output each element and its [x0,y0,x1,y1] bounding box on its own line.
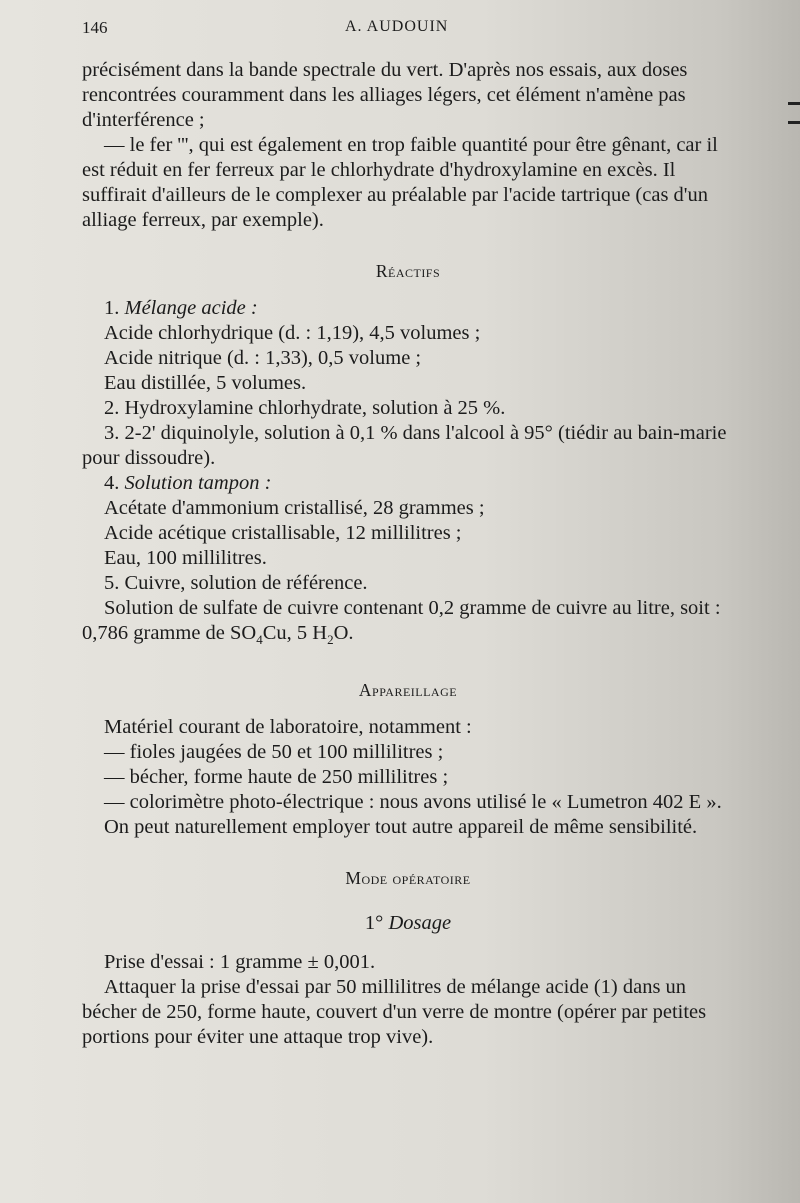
subsection-number: 1° [364,912,384,935]
list-item-line: Eau distillée, 5 volumes. [104,372,307,394]
paragraph [82,596,734,652]
list-item: — fioles jaugées de 50 et 100 millilitres ; [104,741,444,764]
margin-mark [788,121,800,124]
list-item-line: Acide nitrique (d. : 1,33), 0,5 volume ; [104,347,422,369]
section-heading-appareillage: Appareillage [358,680,458,701]
formula-text: Cu, 5 H [262,622,328,644]
list-item [82,471,734,496]
list-item: 3. 2-2' diquinolyle, solution à 0,1 % dans l'alcool à 95° (tiédir au bain-marie pour dissoudre). [82,422,727,469]
formula-subscript: 4 [256,632,263,648]
page-number: 146 [82,18,108,37]
item-number: 1. [104,297,120,319]
formula-text: Solution de sulfate de cuivre contenant 0,2 gramme de cuivre au litre, soit : 0,786 gramme de SO [82,597,721,644]
page-header [0,14,800,42]
item-title: Solution tampon : [124,472,272,494]
running-title: A. AUDOUIN [345,18,449,35]
paragraph: — le fer ''', qui est également en trop faible quantité pour être gênant, car il est réduit en fer ferreux par le chlorhydrate d'hydroxylamine en excès. Il suffirait d'ailleurs de le complexer au préalable par l'acide tartrique (cas d'un alliage ferreux, par exemple). [82,134,718,231]
formula-text: O. [333,622,354,644]
paragraph: précisément dans la bande spectrale du vert. D'après nos essais, aux doses rencontrées couramment dans les alliages légers, cet élément n'amène pas d'interférence ; [82,59,688,131]
list-item: — bécher, forme haute de 250 millilitres ; [104,766,449,789]
list-item: 2. Hydroxylamine chlorhydrate, solution à 25 %. [104,397,506,419]
list-item: 5. Cuivre, solution de référence. [104,572,368,594]
list-item: — colorimètre photo-électrique : nous avons utilisé le « Lumetron 402 E ». [104,791,722,814]
paragraph: Attaquer la prise d'essai par 50 millilitres de mélange acide (1) dans un bécher de 250, forme haute, couvert d'un verre de montre (opérer par petites portions pour éviter une attaque trop vive). [82,976,707,1049]
section-heading-mode-operatoire: Mode opératoire [345,868,471,889]
subsection-title: Dosage [388,912,452,935]
list-item-line: Acide chlorhydrique (d. : 1,19), 4,5 volumes ; [104,322,481,344]
list-item-line: Acide acétique cristallisable, 12 millilitres ; [104,522,462,544]
page-body [82,58,734,1050]
paragraph: Matériel courant de laboratoire, notamment : [104,716,472,739]
subsection-heading [82,911,734,936]
margin-mark [788,102,800,105]
item-number: 4. [104,472,120,494]
list-item [82,296,734,321]
formula-subscript: 2 [327,632,334,648]
list-item-line: Acétate d'ammonium cristallisé, 28 grammes ; [104,497,485,519]
paragraph: Prise d'essai : 1 gramme ± 0,001. [104,951,376,974]
item-title: Mélange acide : [124,297,258,319]
paragraph: On peut naturellement employer tout autre appareil de même sensibilité. [104,816,698,839]
section-heading-reactifs: Réactifs [375,261,441,281]
list-item-line: Eau, 100 millilitres. [104,547,267,569]
